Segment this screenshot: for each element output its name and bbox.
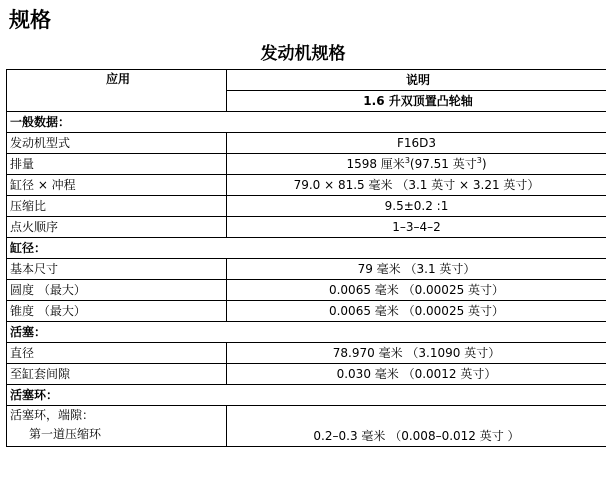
row-name [7, 406, 227, 447]
row-value: 79.0 × 81.5 毫米 （3.1 英寸 × 3.21 英寸） [227, 175, 606, 196]
table-row [7, 280, 606, 301]
row-name: 直径 [7, 343, 227, 364]
section-rings [7, 385, 606, 406]
header-engine: 1.6 升双顶置凸轮轴 [227, 91, 606, 112]
row-value: 78.970 毫米 （3.1090 英寸） [227, 343, 606, 364]
displacement-cubic-inch: (97.51 英寸 [409, 156, 477, 171]
row-name: 发动机型式 [7, 133, 227, 154]
row-value [227, 154, 606, 175]
row-value: 79 毫米 （3.1 英寸） [227, 259, 606, 280]
row-value: F16D3 [227, 133, 606, 154]
page-heading: 规格 [9, 8, 51, 32]
row-name: 锥度 （最大） [7, 301, 227, 322]
superscript: 3 [404, 155, 410, 165]
section-general [7, 112, 606, 133]
ring-gap-group-label: 活塞环，端隙： [10, 408, 95, 422]
table-row [7, 343, 606, 364]
engine-spec-table [6, 69, 606, 447]
section-label: 活塞： [7, 322, 606, 343]
header-application: 应用 [7, 70, 227, 112]
row-name: 至缸套间隙 [7, 364, 227, 385]
closing-paren: ) [481, 156, 487, 171]
row-value: 0.030 毫米 （0.0012 英寸） [227, 364, 606, 385]
table-title: 发动机规格 [260, 44, 346, 64]
row-value: 0.2–0.3 毫米 （0.008–0.012 英寸 ） [227, 406, 606, 447]
row-value: 9.5±0.2 :1 [227, 196, 606, 217]
section-bore [7, 238, 606, 259]
row-value: 0.0065 毫米 （0.00025 英寸） [227, 301, 606, 322]
table-row [7, 259, 606, 280]
header-description: 说明 [227, 70, 606, 91]
row-name: 缸径 × 冲程 [7, 175, 227, 196]
table-row [7, 154, 606, 175]
section-label: 一般数据： [7, 112, 606, 133]
row-name: 压缩比 [7, 196, 227, 217]
row-value: 0.0065 毫米 （0.00025 英寸） [227, 280, 606, 301]
row-name: 点火顺序 [7, 217, 227, 238]
header-row [7, 70, 606, 91]
first-ring-label: 第一道压缩环 [29, 427, 102, 441]
table-row [7, 175, 606, 196]
section-piston [7, 322, 606, 343]
table-row [7, 196, 606, 217]
row-name: 圆度 （最大） [7, 280, 227, 301]
row-name: 排量 [7, 154, 227, 175]
table-row [7, 301, 606, 322]
displacement-cc: 1598 厘米 [346, 156, 405, 171]
table-row [7, 217, 606, 238]
superscript: 3 [476, 155, 482, 165]
table-row [7, 406, 606, 447]
row-name: 基本尺寸 [7, 259, 227, 280]
table-row [7, 364, 606, 385]
row-value: 1–3–4–2 [227, 217, 606, 238]
section-label: 缸径： [7, 238, 606, 259]
table-row [7, 133, 606, 154]
section-label: 活塞环： [7, 385, 606, 406]
